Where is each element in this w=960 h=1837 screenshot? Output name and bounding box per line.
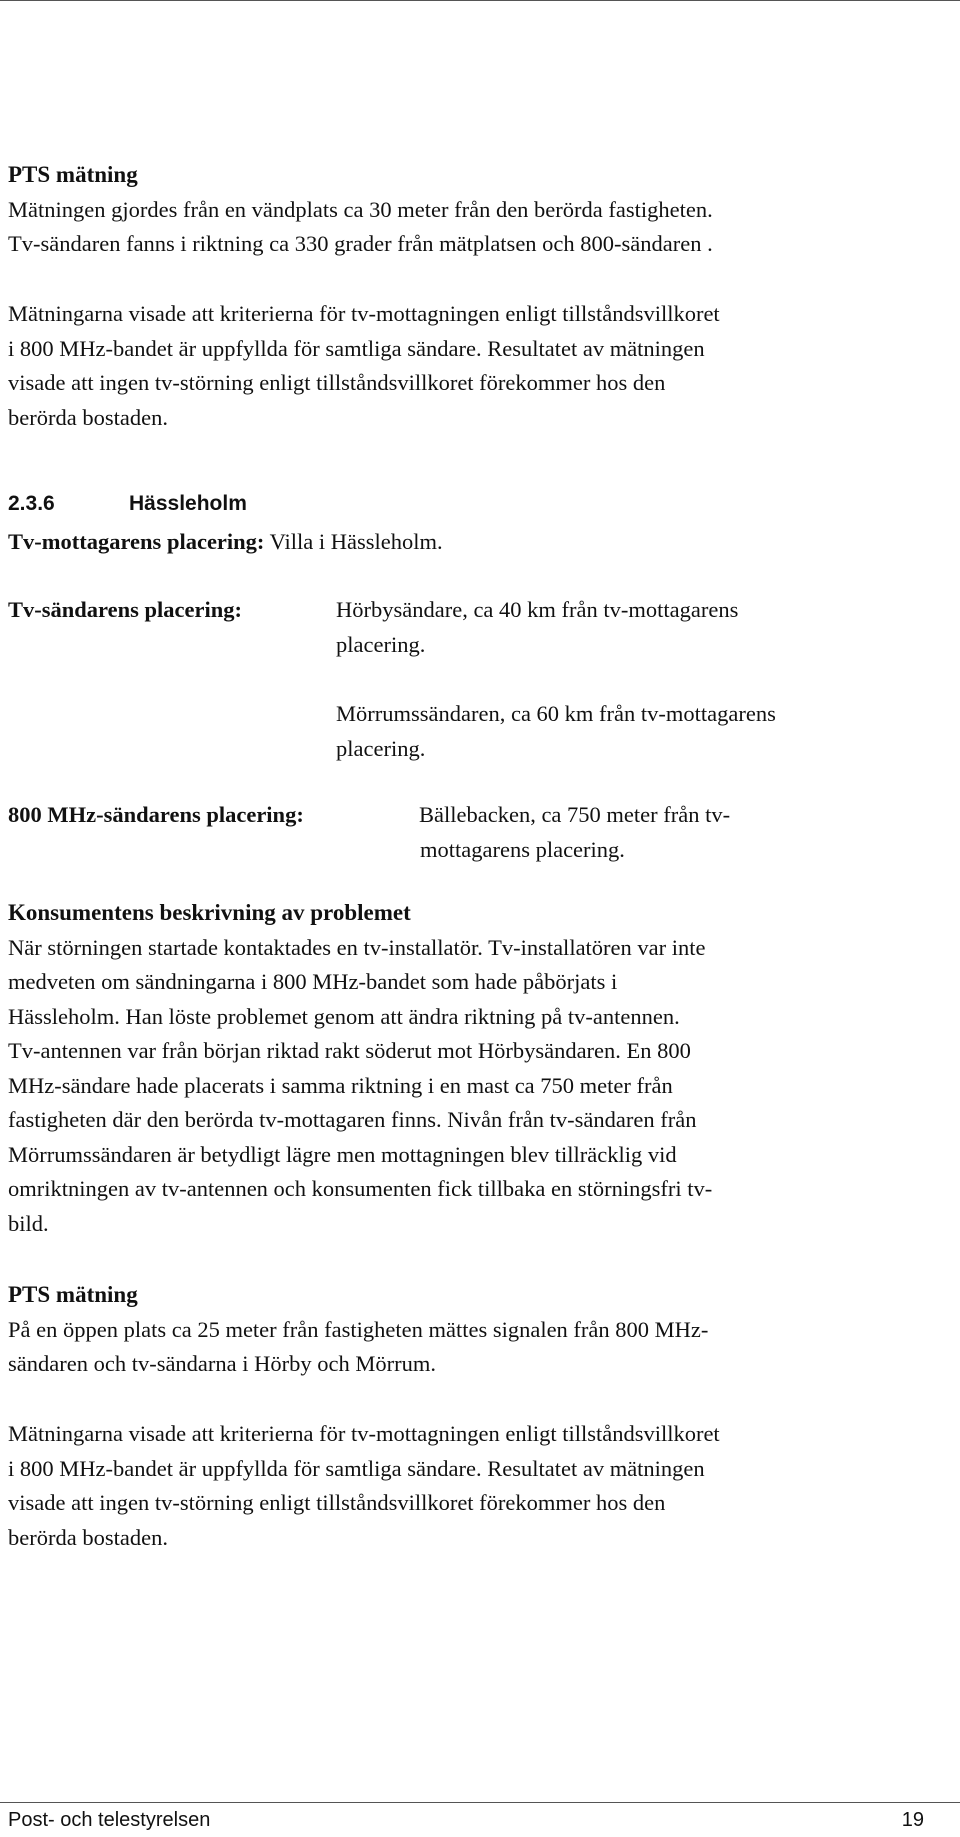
measurement-result-paragraph-1 (8, 297, 938, 435)
subsection-title: Hässleholm (129, 492, 247, 515)
paragraph-line: berörda bostaden. (8, 1524, 168, 1550)
paragraph-line: Tv-sändaren fanns i riktning ca 330 grader från mätplatsen och 800-sändaren . (8, 231, 713, 256)
subsection-number: 2.3.6 (8, 492, 55, 515)
page-number: 19 (901, 1809, 924, 1831)
pts-measurement-section-1 (8, 158, 938, 262)
footer-rule (0, 1802, 960, 1803)
receiver-placement (8, 525, 938, 560)
tv-transmitter-label: Tv-sändarens placering: (8, 597, 242, 622)
paragraph-line: Tv-antennen var från början riktad rakt söderut mot Hörbysändaren. En 800 (8, 1038, 691, 1063)
paragraph-line: medveten om sändningarna i 800 MHz-bandet som hade påbörjats i (8, 969, 618, 994)
section-heading: Konsumentens beskrivning av problemet (8, 900, 411, 925)
paragraph-line: bild. (8, 1210, 49, 1236)
measurement-result-paragraph-2 (8, 1417, 938, 1555)
consumer-description-section (8, 896, 938, 1241)
paragraph-line: omriktningen av tv-antennen och konsumenten fick tillbaka en störningsfri tv- (8, 1176, 713, 1201)
tv-transmitter-value-1 (336, 593, 738, 662)
value-line: Bällebacken, ca 750 meter från tv- (419, 802, 731, 827)
paragraph-line: visade att ingen tv-störning enligt tillståndsvillkoret förekommer hos den (8, 1490, 666, 1515)
paragraph-line: Hässleholm. Han löste problemet genom att ändra riktning på tv-antennen. (8, 1003, 680, 1029)
value-line: placering. (336, 631, 426, 657)
value-line: placering. (336, 735, 426, 761)
mhz-transmitter-value (419, 798, 730, 867)
section-heading: PTS mätning (8, 162, 138, 187)
paragraph-line: Mörrumssändaren är betydligt lägre men mottagningen blev tillräcklig vid (8, 1141, 677, 1167)
paragraph-line: berörda bostaden. (8, 404, 168, 430)
receiver-label: Tv-mottagarens placering: (8, 529, 265, 554)
paragraph-line: fastigheten där den berörda tv-mottagaren finns. Nivån från tv-sändaren från (8, 1107, 697, 1132)
paragraph-line: När störningen startade kontaktades en tv-installatör. Tv-installatören var inte (8, 934, 706, 960)
footer-organization: Post- och telestyrelsen (8, 1809, 211, 1831)
paragraph-line: Mätningen gjordes från en vändplats ca 30 meter från den berörda fastigheten. (8, 196, 713, 222)
paragraph-line: i 800 MHz-bandet är uppfyllda för samtliga sändare. Resultatet av mätningen (8, 1455, 705, 1481)
receiver-value: Villa i Hässleholm. (264, 529, 443, 554)
paragraph-line: sändaren och tv-sändarna i Hörby och Mörrum. (8, 1351, 436, 1376)
value-line: Mörrumssändaren, ca 60 km från tv-mottagarens (336, 701, 776, 726)
value-line: mottagarens placering. (420, 836, 625, 862)
paragraph-line: MHz-sändare hade placerats i samma riktning i en mast ca 750 meter från (8, 1072, 673, 1098)
paragraph-line: Mätningarna visade att kriterierna för tv-mottagningen enligt tillståndsvillkoret (8, 301, 720, 326)
subsection-heading (8, 489, 938, 519)
mhz-transmitter-label: 800 MHz-sändarens placering: (8, 802, 304, 827)
pts-measurement-section-2 (8, 1278, 938, 1382)
paragraph-line: visade att ingen tv-störning enligt tillståndsvillkoret förekommer hos den (8, 370, 666, 395)
paragraph-line: Mätningarna visade att kriterierna för tv-mottagningen enligt tillståndsvillkoret (8, 1421, 720, 1446)
section-heading: PTS mätning (8, 1282, 138, 1307)
value-line: Hörbysändare, ca 40 km från tv-mottagarens (336, 597, 739, 622)
tv-transmitter-value-2 (336, 697, 776, 766)
top-rule (0, 0, 960, 1)
paragraph-line: i 800 MHz-bandet är uppfyllda för samtliga sändare. Resultatet av mätningen (8, 335, 705, 361)
paragraph-line: På en öppen plats ca 25 meter från fastigheten mättes signalen från 800 MHz- (8, 1316, 709, 1342)
